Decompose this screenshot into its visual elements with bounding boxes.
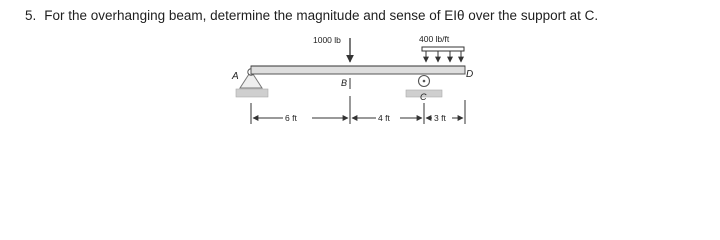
beam (251, 66, 465, 74)
dimension-6ft: 6 ft (285, 113, 297, 123)
label-d: D (466, 69, 474, 80)
dimension-3ft: 3 ft (434, 113, 446, 123)
point-load-label: 1000 lb (313, 35, 341, 45)
dimension-4ft: 4 ft (378, 113, 390, 123)
label-c: C (420, 92, 427, 102)
distributed-load-arrows (422, 47, 464, 62)
dimension-lines (251, 96, 465, 124)
distributed-load-label: 400 lb/ft (419, 34, 450, 44)
problem-number: 5. (25, 8, 37, 23)
label-b: B (341, 78, 348, 88)
label-a: A (232, 71, 239, 82)
problem-text: For the overhanging beam, determine the magnitude and sense of EIθ over the support at C. (44, 8, 599, 23)
